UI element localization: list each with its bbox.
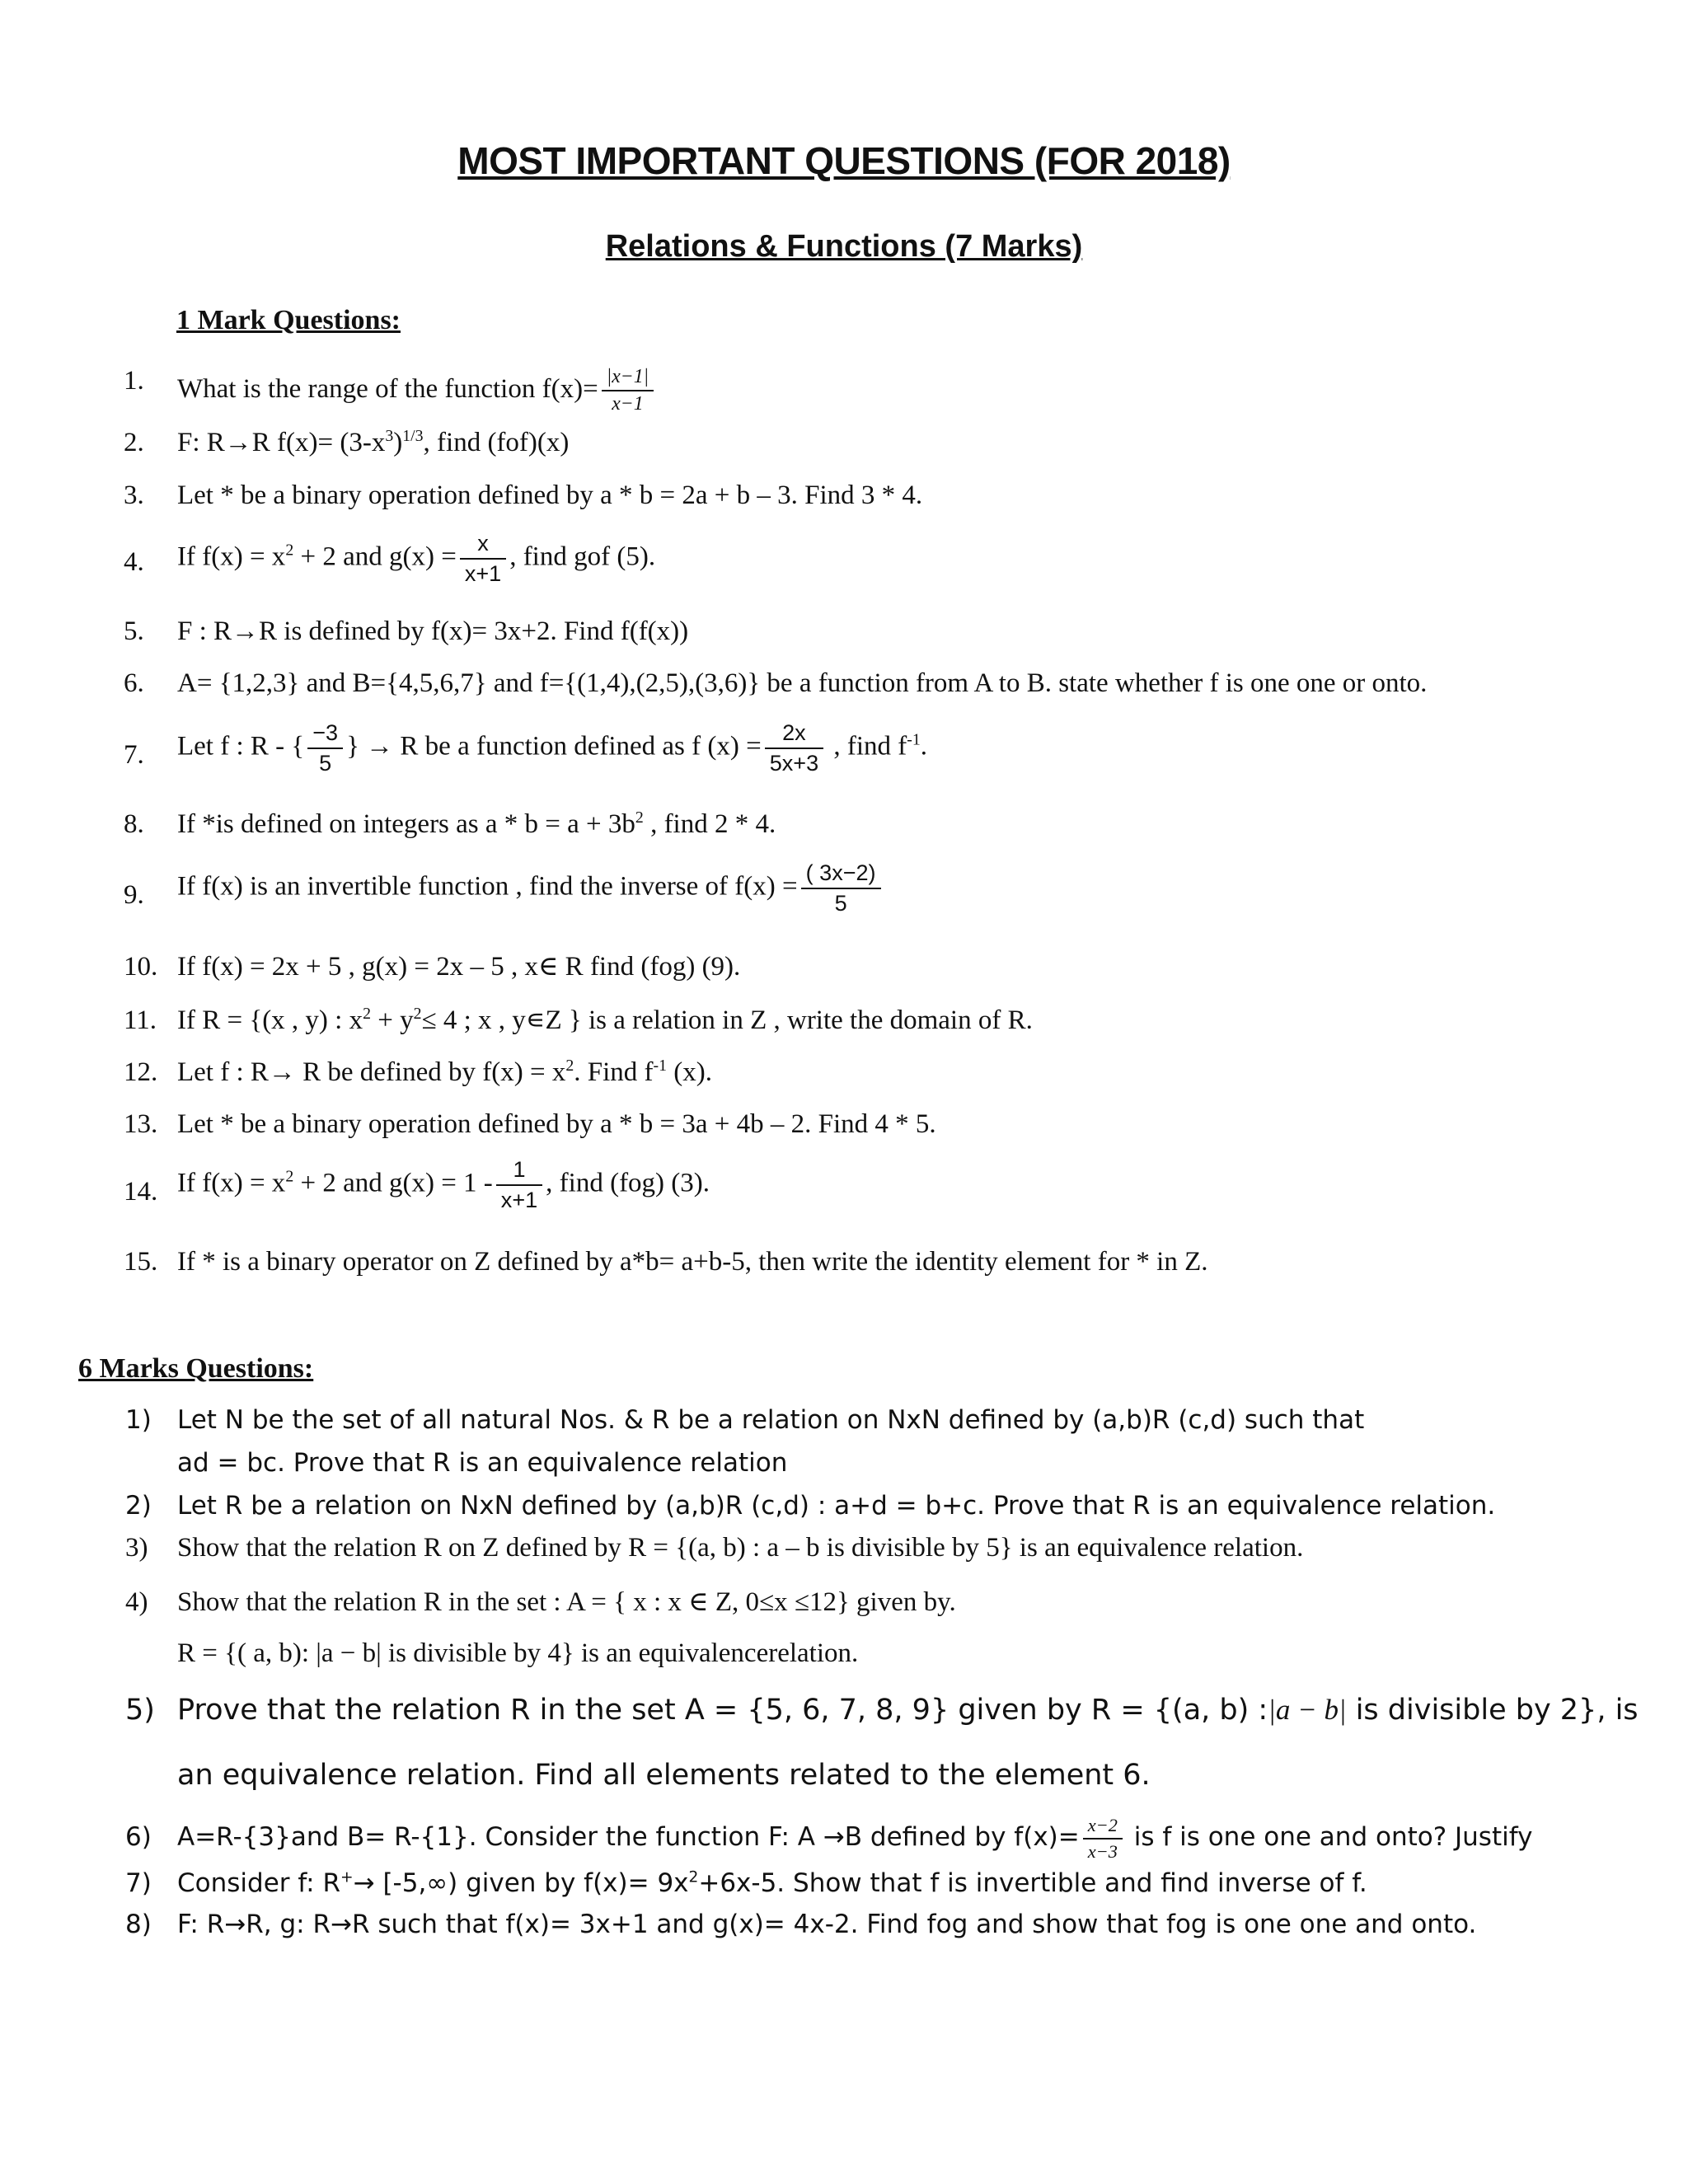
section-heading-1-mark: 1 Mark Questions: bbox=[176, 305, 401, 335]
fraction: $\frac{x}{x+1}$ bbox=[460, 531, 506, 587]
fraction: $\frac{1}{x+1}$ bbox=[496, 1157, 542, 1213]
fraction: $\frac{x-2}{x-3}$ bbox=[1083, 1815, 1123, 1862]
section-heading-6-marks: 6 Marks Questions: bbox=[78, 1353, 314, 1384]
fraction: $\frac{2x}{5x+3}$ bbox=[765, 720, 823, 776]
fraction: $\frac{|x-1|}{x-1}$ bbox=[602, 366, 654, 416]
fraction: $\frac{-3}{5}$ bbox=[307, 720, 343, 776]
fraction: $\frac{( 3x-2)}{5}$ bbox=[801, 860, 881, 916]
page-subtitle: Relations & Functions (7 Marks) bbox=[605, 229, 1083, 264]
page-title: MOST IMPORTANT QUESTIONS (FOR 2018) bbox=[457, 139, 1231, 182]
